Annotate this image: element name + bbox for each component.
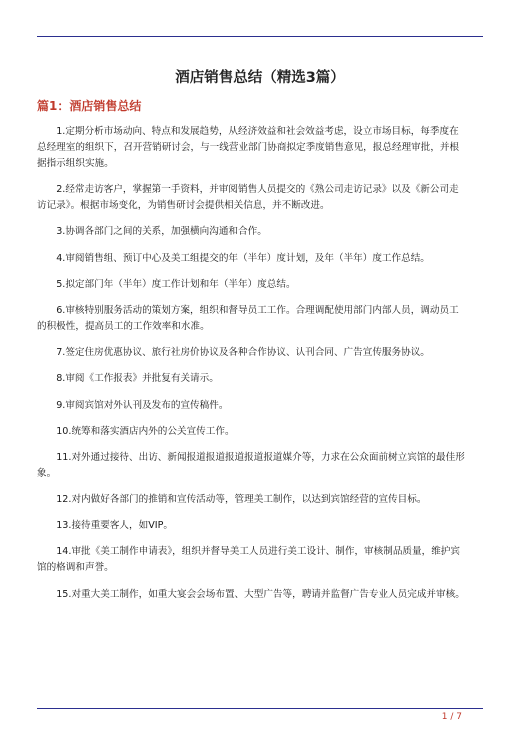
header-rule <box>37 36 483 37</box>
paragraph: 5.拟定部门年（半年）度工作计划和年（半年）度总结。 <box>56 278 296 290</box>
paragraph: 12.对内做好各部门的推销和宣传活动等，管理美工制作，以达到宾馆经营的宣传目标。 <box>56 494 427 506</box>
paragraph: 14.审批《美工制作申请表》，组织并督导美工人员进行美工设计、制作，审核制品质量，维护宾馆的格调和声誉。 <box>37 546 460 574</box>
paragraph: 15.对重大美工制作，如重大宴会会场布置、大型广告等，聘请并监督广告专业人员完成并审核。 <box>56 588 465 600</box>
paragraph: 6.审核特别服务活动的策划方案，组织和督导员工工作。合理调配使用部门内部人员，调动员工的积极性，提高员工的工作效率和水准。 <box>37 304 459 332</box>
page-indicator: 1 / 7 <box>441 712 462 722</box>
paragraph: 9.审阅宾馆对外认刊及发布的宣传稿件。 <box>56 399 229 411</box>
footer-rule <box>37 708 483 709</box>
document-title: 酒店销售总结（精选3篇） <box>175 70 345 86</box>
paragraph: 1.定期分析市场动向、特点和发展趋势，从经济效益和社会效益考虑，设立市场目标，每季度在总经理室的组织下，召开营销研讨会，与一线营业部门协商拟定季度销售意见，报总经理审批，并根据指示组织实施。 <box>37 126 460 169</box>
document-body <box>37 124 465 613</box>
paragraph: 8.审阅《工作报表》并批复有关请示。 <box>56 373 219 385</box>
section-heading: 篇1：酒店销售总结 <box>37 99 142 113</box>
paragraph: 7.签定住房优惠协议、旅行社房价协议及各种合作协议、认刊合同、广告宣传服务协议。 <box>56 347 430 359</box>
paragraph: 3.协调各部门之间的关系，加强横向沟通和合作。 <box>56 226 267 238</box>
paragraph: 11.对外通过接待、出访、新闻报道报道报道报道报道媒介等，力求在公众面前树立宾馆的最佳形象。 <box>37 451 465 479</box>
paragraph: 4.审阅销售组、预订中心及美工组提交的年（半年）度计划，及年（半年）度工作总结。 <box>56 252 430 264</box>
paragraph: 2.经常走访客户，掌握第一手资料，并审阅销售人员提交的《熟公司走访记录》以及《新公司走访记录》。根据市场变化，为销售研讨会提供相关信息，并不断改进。 <box>37 184 459 212</box>
paragraph: 13.接待重要客人，如VIP。 <box>56 520 173 532</box>
paragraph: 10.统筹和落实酒店内外的公关宣传工作。 <box>56 425 235 437</box>
